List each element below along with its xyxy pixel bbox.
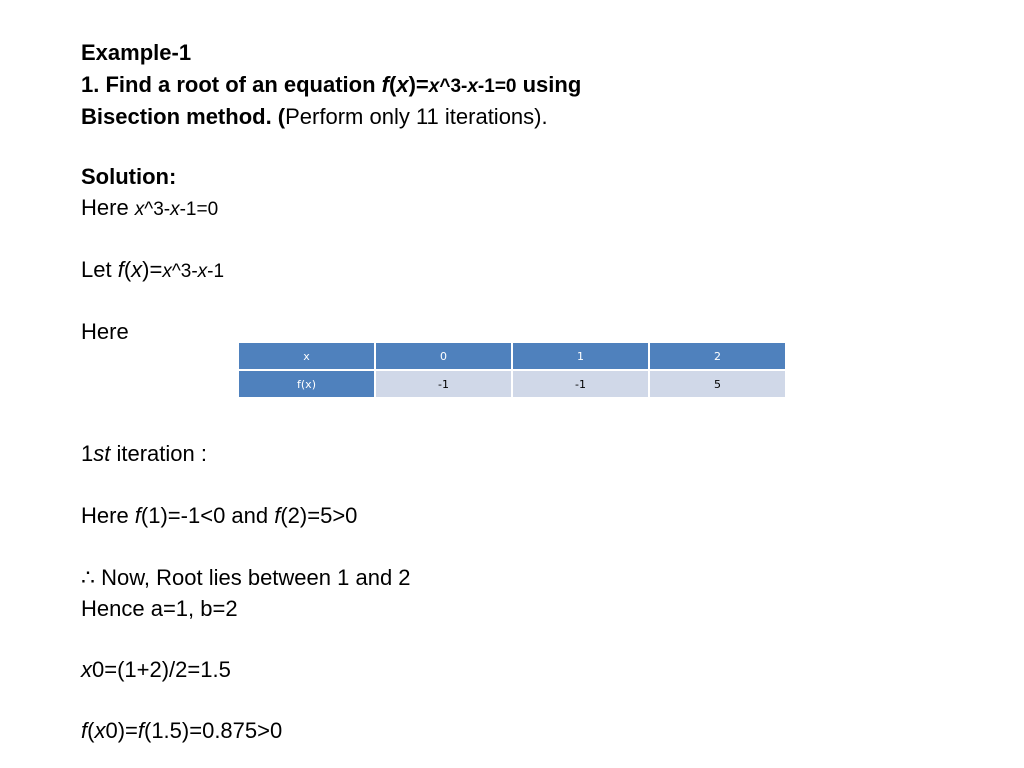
iteration-label: 1st iteration :	[81, 441, 207, 466]
midpoint-evaluation: f(x0)=f(1.5)=0.875>0	[81, 718, 283, 743]
table-cell: -1	[512, 370, 649, 398]
solution-equation: Here x^3-x-1=0	[81, 195, 219, 220]
table-header-cell: x	[238, 342, 375, 370]
problem-statement-line1: 1. Find a root of an equation f(x)=x^3-x-1=0 using	[81, 72, 582, 97]
solution-heading: Solution:	[81, 164, 177, 189]
table-header-cell: 2	[649, 342, 786, 370]
midpoint-formula: x0=(1+2)/2=1.5	[81, 657, 231, 682]
problem-statement-line2: Bisection method. (Perform only 11 iterations).	[81, 104, 548, 129]
table-header-row	[238, 342, 786, 370]
example-title: Example-1	[81, 40, 192, 65]
function-value-table	[237, 341, 787, 399]
table-header-cell: 0	[375, 342, 512, 370]
interval-bounds: Hence a=1, b=2	[81, 596, 238, 621]
table-row	[238, 370, 786, 398]
table-header-cell: 1	[512, 342, 649, 370]
root-interval-statement: ∴ Now, Root lies between 1 and 2	[81, 565, 411, 590]
function-definition: Let f(x)=x^3-x-1	[81, 257, 225, 282]
here-label: Here	[81, 319, 129, 344]
table-row-label: f(x)	[238, 370, 375, 398]
table-cell: -1	[375, 370, 512, 398]
table-cell: 5	[649, 370, 786, 398]
iteration-condition: Here f(1)=-1<0 and f(2)=5>0	[81, 503, 358, 528]
